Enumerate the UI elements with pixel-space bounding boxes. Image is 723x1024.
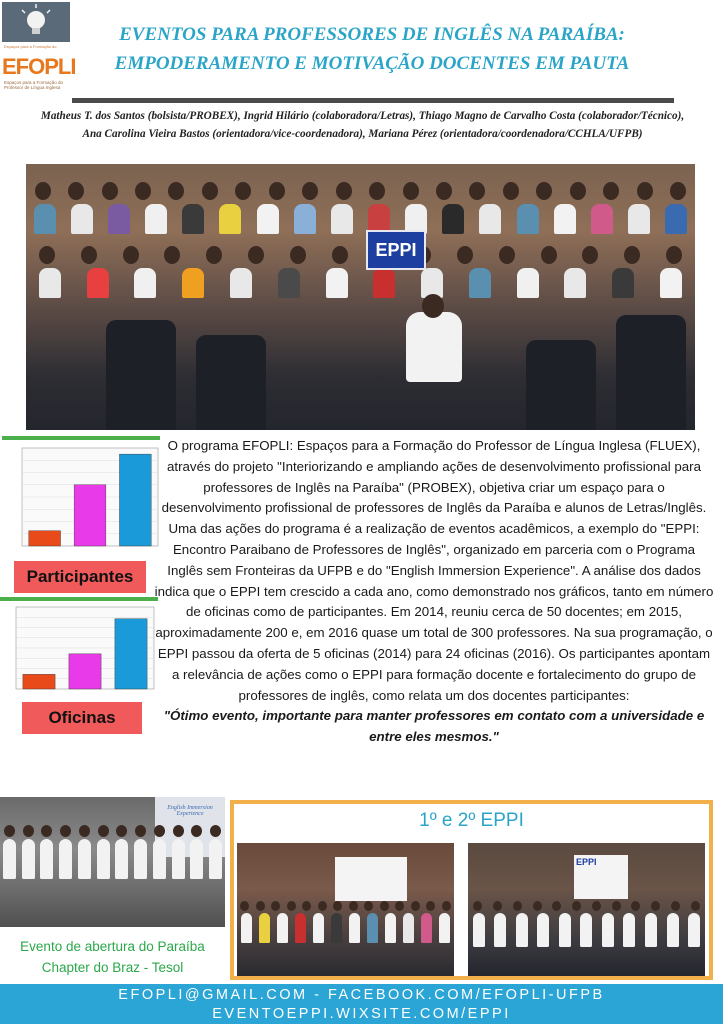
bar-2015 <box>74 485 106 546</box>
bar-2014 <box>23 674 55 689</box>
tesol-crowd-heads <box>0 825 225 837</box>
body-paragraph-block <box>154 436 714 748</box>
workshops-chart <box>0 597 158 697</box>
projection-screen <box>335 857 407 901</box>
eppi-2016-photo <box>468 843 705 976</box>
bar-2015 <box>69 654 101 689</box>
lightbulb-icon <box>2 2 70 42</box>
participant-quote: "Ótimo evento, importante para manter professores em contato com a universidade e entre eles mesmos." <box>163 708 705 745</box>
eppi-photos-box <box>230 800 713 980</box>
auditorium-seat <box>196 335 266 430</box>
eppi2-shirts <box>468 913 705 947</box>
logo-tagline: Espaços para a Formação do <box>4 44 57 49</box>
auditorium-seat <box>106 320 176 430</box>
crowd-back-row <box>26 182 695 200</box>
projection-screen: EPPI <box>574 855 628 899</box>
crowd-middle-shirts <box>26 268 695 298</box>
workshops-label: Oficinas <box>22 702 142 734</box>
eppi1-crowd <box>237 901 454 911</box>
tesol-caption: Evento de abertura do Paraíba Chapter do Braz - Tesol <box>20 939 205 975</box>
bar-2014 <box>29 531 61 546</box>
logo-wordmark: EFOPLI <box>2 54 76 79</box>
logo-emblem <box>2 2 70 42</box>
tesol-event-photo <box>0 797 225 927</box>
tesol-crowd-shirts <box>0 839 225 879</box>
footer-website[interactable]: EVENTOEPPI.WIXSITE.COM/EPPI <box>212 1006 511 1022</box>
participants-bar-chart <box>2 436 160 554</box>
title-line-1: EVENTOS PARA PROFESSORES DE INGLÊS NA PARAÍBA: <box>119 24 625 45</box>
projection-screen: English Immersion Experience <box>155 797 225 857</box>
title-line-2: EMPODERAMENTO E MOTIVAÇÃO DOCENTES EM PAUTA <box>114 53 630 74</box>
auditorium-seat <box>526 340 596 430</box>
participants-label: Participantes <box>14 561 146 593</box>
footer-email-facebook[interactable]: EFOPLI@GMAIL.COM - FACEBOOK.COM/EFOPLI-UFPB <box>118 987 605 1003</box>
title-divider <box>72 98 674 103</box>
crowd-middle-row <box>26 246 695 264</box>
eppi-sign: EPPI <box>366 230 426 270</box>
group-photo <box>26 164 695 430</box>
eppi-2015-photo <box>237 843 454 976</box>
logo-subtitle: Espaços para a Formação do Professor de Língua Inglesa <box>4 80 64 90</box>
auditorium-seat <box>616 315 686 430</box>
bar-2016 <box>119 454 151 546</box>
efopli-logo <box>2 2 76 102</box>
eppi1-shirts <box>237 913 454 943</box>
crowd-back-shirts <box>26 204 695 234</box>
eppi2-crowd <box>468 901 705 911</box>
body-paragraph: O programa EFOPLI: Espaços para a Formação do Professor de Língua Inglesa (FLUEX), através do projeto "Interiorizando e ampliando ações de desenvolvimento profissional para professores de Inglês na Paraíba" (PROBEX), objetiva criar um espaço para o desenvolvimento profissional de professores de Inglês da Paraíba e alunos de Letras/Inglês. Uma das ações do programa é a realização de eventos acadêmicos, a exemplo do "EPPI: Encontro Paraibano de Professores de Inglês", organizado em parceria com o Programa Inglês sem Fronteiras da UFPB e do "English Immersion Experience". A análise dos dados indica que o EPPI tem crescido a cada ano, como demonstrado nos gráficos, tanto em número de oficinas como de participantes. Em 2014, reuniu cerca de 50 docentes; em 2015, aproximadamente 200 e, em 2016 quase um total de 300 professores. Na sua programação, o EPPI passou da oferta de 5 oficinas (2014) para 24 oficinas (2016). Os participantes apontam a relevância de ações como o EPPI para formação docente e fortalecimento do grupo de professores de inglês, como relata um dos docentes participantes: <box>154 438 714 703</box>
front-person-head <box>422 294 444 318</box>
authors-list: Matheus T. dos Santos (bolsista/PROBEX), Ingrid Hilário (colaboradora/Letras), Thiago Magno de Carvalho Costa (colaborador/Técnico), Ana Carolina Vieira Bastos (orientadora/vice-coordenadora), Mariana Pérez (orientadora/coordenadora/CCHLA/UFPB) <box>40 110 685 140</box>
page-title <box>72 20 672 78</box>
contact-footer <box>0 984 723 1024</box>
eppi-box-title: 1º e 2º EPPI <box>419 810 524 831</box>
bar-2016 <box>115 619 147 689</box>
front-person <box>406 312 462 382</box>
participants-chart <box>2 436 160 554</box>
workshops-bar-chart <box>0 597 158 697</box>
